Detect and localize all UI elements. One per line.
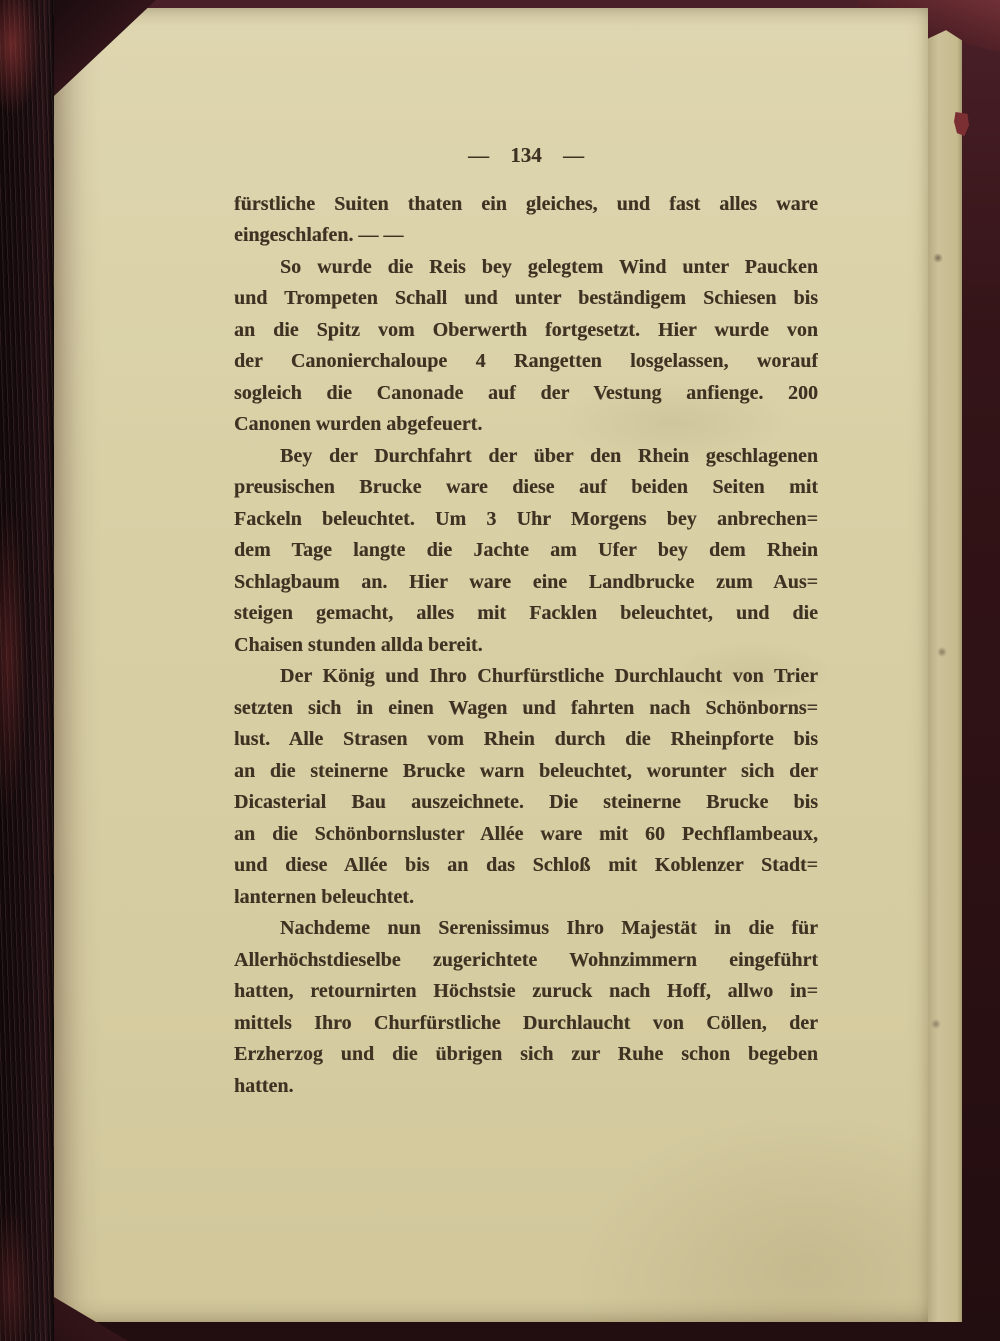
text-line: lanternen beleuchtet.: [234, 885, 414, 908]
text-line: Schlagbaum an. Hier ware eine Landbrucke zum Aus=: [234, 570, 818, 593]
paragraph: [234, 189, 818, 252]
text-line: und Trompeten Schall und unter beständigem Schiesen bis: [234, 287, 818, 309]
text-line: Fackeln beleuchtet. Um 3 Uhr Morgens bey anbrechen=: [234, 507, 818, 530]
text-line: setzten sich in einen Wagen und fahrten nach Schönborns=: [234, 696, 818, 719]
page-number: — 134 —: [468, 143, 584, 167]
paragraph: [234, 441, 818, 662]
text-line: dem Tage langte die Jachte am Ufer bey dem Rhein: [234, 539, 818, 561]
text-line: Nachdeme nun Serenissimus Ihro Majestät in die für: [280, 917, 818, 939]
text-line: So wurde die Reis bey gelegtem Wind unter Paucken: [280, 255, 818, 278]
paragraph: [234, 913, 818, 1102]
text-line: Allerhöchstdieselbe zugerichtete Wohnzimmern eingeführt: [234, 948, 818, 971]
text-line: an die Spitz vom Oberwerth fortgesetzt. Hier wurde von: [234, 318, 818, 341]
text-block: [234, 140, 818, 1102]
text-line: hatten.: [234, 1074, 294, 1097]
text-line: fürstliche Suiten thaten ein gleiches, und fast alles ware: [234, 192, 818, 215]
text-line: sogleich die Canonade auf der Vestung anfienge. 200: [234, 381, 818, 404]
text-line: Dicasterial Bau auszeichnete. Die steinerne Brucke bis: [234, 791, 818, 813]
text-line: der Canonierchaloupe 4 Rangetten losgelassen, worauf: [234, 350, 818, 372]
text-line: hatten, retournirten Höchstsie zuruck nach Hoff, allwo in=: [234, 980, 818, 1002]
text-line: lust. Alle Strasen vom Rhein durch die Rheinpforte bis: [234, 728, 818, 750]
text-line: mittels Ihro Churfürstliche Durchlaucht von Cöllen, der: [234, 1011, 818, 1034]
text-line: Bey der Durchfahrt der über den Rhein geschlagenen: [280, 444, 818, 467]
text-line: Erzherzog und die übrigen sich zur Ruhe schon begeben: [234, 1043, 818, 1065]
spine-page-edges: [0, 0, 54, 1341]
text-line: an die steinerne Brucke warn beleuchtet, worunter sich der: [234, 759, 818, 782]
text-line: Canonen wurden abgefeuert.: [234, 413, 483, 435]
under-page-edge: [927, 10, 962, 1322]
text-line: Der König und Ihro Churfürstliche Durchlaucht von Trier: [280, 665, 818, 687]
text-line: Chaisen stunden allda bereit.: [234, 633, 483, 656]
text-line: preusischen Brucke ware diese auf beiden Seiten mit: [234, 476, 818, 498]
paragraph: [234, 252, 818, 441]
paragraph: [234, 661, 818, 913]
text-line: an die Schönbornsluster Allée ware mit 60 Pechflambeaux,: [234, 822, 818, 845]
text-line: und diese Allée bis an das Schloß mit Koblenzer Stadt=: [234, 854, 818, 876]
text-line: eingeschlafen. — —: [234, 224, 404, 246]
book-page: [54, 8, 928, 1322]
body-paragraphs: [234, 189, 818, 1103]
text-line: steigen gemacht, alles mit Facklen beleuchtet, und die: [234, 602, 818, 624]
